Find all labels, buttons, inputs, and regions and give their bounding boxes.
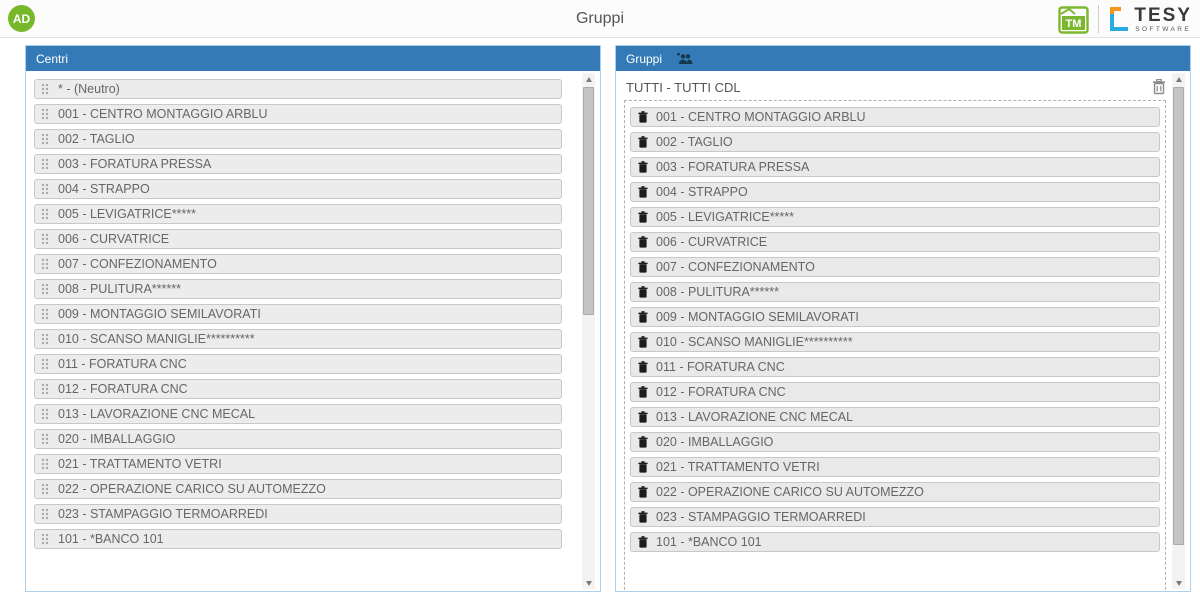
gruppi-item-label: 021 - TRATTAMENTO VETRI — [656, 460, 820, 474]
group-header-row — [626, 79, 1166, 95]
remove-item-trash-icon[interactable] — [638, 436, 648, 448]
gruppi-item-label: 012 - FORATURA CNC — [656, 385, 786, 399]
gruppi-item-label: 003 - FORATURA PRESSA — [656, 160, 810, 174]
centri-item-label: 010 - SCANSO MANIGLIE********** — [58, 332, 255, 346]
gruppi-list-item[interactable] — [630, 282, 1160, 302]
logo-divider — [1098, 5, 1099, 33]
gruppi-item-label: 101 - *BANCO 101 — [656, 535, 762, 549]
gruppi-panel-body — [616, 71, 1190, 591]
centri-item-label: 009 - MONTAGGIO SEMILAVORATI — [58, 307, 261, 321]
centri-item-label: * - (Neutro) — [58, 82, 120, 96]
remove-item-trash-icon[interactable] — [638, 361, 648, 373]
drag-handle-icon[interactable] — [41, 383, 49, 395]
centri-list-item[interactable] — [34, 229, 562, 249]
centri-list-item[interactable] — [34, 329, 562, 349]
centri-panel-title: Centri — [36, 51, 69, 66]
scroll-up-arrow-icon[interactable] — [1172, 73, 1185, 85]
centri-item-label: 022 - OPERAZIONE CARICO SU AUTOMEZZO — [58, 482, 326, 496]
gruppi-panel-title: Gruppi — [626, 51, 663, 66]
drag-handle-icon[interactable] — [41, 258, 49, 270]
gruppi-list-item[interactable] — [630, 132, 1160, 152]
tm-logo-icon — [1058, 5, 1089, 34]
gruppi-list-item[interactable] — [630, 207, 1160, 227]
centri-item-label: 021 - TRATTAMENTO VETRI — [58, 457, 222, 471]
page-title: Gruppi — [575, 10, 625, 27]
remove-item-trash-icon[interactable] — [638, 211, 648, 223]
centri-item-label: 012 - FORATURA CNC — [58, 382, 188, 396]
tesy-logo-text: TESY — [1134, 4, 1192, 26]
gruppi-scrollbar[interactable] — [1172, 73, 1185, 589]
centri-list-item[interactable] — [34, 79, 562, 99]
centri-list-item[interactable] — [34, 504, 562, 524]
top-bar — [0, 0, 1200, 38]
logo-group — [1058, 4, 1192, 34]
gruppi-item-label: 022 - OPERAZIONE CARICO SU AUTOMEZZO — [656, 485, 924, 499]
drag-handle-icon[interactable] — [41, 133, 49, 145]
remove-item-trash-icon[interactable] — [638, 336, 648, 348]
scrollbar-thumb[interactable] — [583, 87, 594, 315]
centri-item-label: 004 - STRAPPO — [58, 182, 150, 196]
gruppi-item-label: 004 - STRAPPO — [656, 185, 748, 199]
centri-list-item[interactable] — [34, 279, 562, 299]
centri-list-item[interactable] — [34, 479, 562, 499]
centri-list-item[interactable] — [34, 204, 562, 224]
drag-handle-icon[interactable] — [41, 333, 49, 345]
centri-list-item[interactable] — [34, 129, 562, 149]
centri-item-label: 020 - IMBALLAGGIO — [58, 432, 176, 446]
centri-item-label: 007 - CONFEZIONAMENTO — [58, 257, 217, 271]
centri-list-item[interactable] — [34, 304, 562, 324]
drag-handle-icon[interactable] — [41, 283, 49, 295]
remove-item-trash-icon[interactable] — [638, 261, 648, 273]
gruppi-list-item[interactable] — [630, 407, 1160, 427]
gruppi-list-item[interactable] — [630, 307, 1160, 327]
centri-list — [34, 79, 562, 554]
gruppi-list-item[interactable] — [630, 332, 1160, 352]
gruppi-item-label: 020 - IMBALLAGGIO — [656, 435, 774, 449]
drag-handle-icon[interactable] — [41, 108, 49, 120]
centri-item-label: 005 - LEVIGATRICE***** — [58, 207, 197, 221]
centri-list-item[interactable] — [34, 379, 562, 399]
centri-list-item[interactable] — [34, 104, 562, 124]
gruppi-list-item[interactable] — [630, 182, 1160, 202]
tesy-logo-text-block — [1134, 6, 1192, 33]
drag-handle-icon[interactable] — [41, 233, 49, 245]
tesy-logo — [1108, 6, 1192, 33]
gruppi-item-label: 009 - MONTAGGIO SEMILAVORATI — [656, 310, 859, 324]
gruppi-list-item[interactable] — [630, 232, 1160, 252]
tesy-bracket-icon — [1108, 6, 1131, 33]
remove-item-trash-icon[interactable] — [638, 186, 648, 198]
drag-handle-icon[interactable] — [41, 408, 49, 420]
centri-item-label: 008 - PULITURA****** — [58, 282, 181, 296]
drag-handle-icon[interactable] — [41, 308, 49, 320]
gruppi-panel — [615, 45, 1191, 592]
drag-handle-icon[interactable] — [41, 483, 49, 495]
remove-item-trash-icon[interactable] — [638, 461, 648, 473]
centri-panel-header — [26, 46, 600, 71]
gruppi-list-item[interactable] — [630, 257, 1160, 277]
remove-item-trash-icon[interactable] — [638, 536, 648, 548]
drag-handle-icon[interactable] — [41, 458, 49, 470]
gruppi-item-label: 007 - CONFEZIONAMENTO — [656, 260, 815, 274]
drag-handle-icon[interactable] — [41, 358, 49, 370]
gruppi-item-label: 005 - LEVIGATRICE***** — [656, 210, 795, 224]
remove-item-trash-icon[interactable] — [638, 286, 648, 298]
remove-item-trash-icon[interactable] — [638, 136, 648, 148]
centri-item-label: 006 - CURVATRICE — [58, 232, 170, 246]
centri-list-item[interactable] — [34, 529, 562, 549]
centri-list-item[interactable] — [34, 254, 562, 274]
centri-scrollbar[interactable] — [582, 73, 595, 589]
drag-handle-icon[interactable] — [41, 83, 49, 95]
group-dropzone[interactable] — [624, 100, 1166, 591]
gruppi-list-item[interactable] — [630, 382, 1160, 402]
drag-handle-icon[interactable] — [41, 208, 49, 220]
remove-item-trash-icon[interactable] — [638, 411, 648, 423]
scroll-down-arrow-icon[interactable] — [582, 577, 595, 589]
gruppi-item-label: 011 - FORATURA CNC — [656, 360, 785, 374]
scroll-down-arrow-icon[interactable] — [1172, 577, 1185, 589]
drag-handle-icon[interactable] — [41, 508, 49, 520]
gruppi-list-item[interactable] — [630, 482, 1160, 502]
group-label: TUTTI - TUTTI CDL — [626, 79, 741, 95]
gruppi-item-label: 002 - TAGLIO — [656, 135, 733, 149]
centri-list-item[interactable] — [34, 354, 562, 374]
remove-item-trash-icon[interactable] — [638, 111, 648, 123]
centri-item-label: 003 - FORATURA PRESSA — [58, 157, 212, 171]
centri-item-label: 001 - CENTRO MONTAGGIO ARBLU — [58, 107, 268, 121]
scroll-up-arrow-icon[interactable] — [582, 73, 595, 85]
drag-handle-icon[interactable] — [41, 158, 49, 170]
centri-list-item[interactable] — [34, 154, 562, 174]
remove-item-trash-icon[interactable] — [638, 511, 648, 523]
centri-list-item[interactable] — [34, 429, 562, 449]
gruppi-list-item[interactable] — [630, 532, 1160, 552]
gruppi-list-item[interactable] — [630, 357, 1160, 377]
centri-item-label: 101 - *BANCO 101 — [58, 532, 164, 546]
centri-panel — [25, 45, 601, 592]
remove-item-trash-icon[interactable] — [638, 236, 648, 248]
gruppi-item-label: 001 - CENTRO MONTAGGIO ARBLU — [656, 110, 866, 124]
centri-item-label: 023 - STAMPAGGIO TERMOARREDI — [58, 507, 268, 521]
centri-panel-body — [26, 71, 600, 591]
gruppi-list-item[interactable] — [630, 507, 1160, 527]
centri-item-label: 013 - LAVORAZIONE CNC MECAL — [58, 407, 256, 421]
remove-item-trash-icon[interactable] — [638, 311, 648, 323]
tesy-logo-subtext: SOFTWARE — [1135, 25, 1192, 33]
drag-handle-icon[interactable] — [41, 183, 49, 195]
gruppi-item-label: 008 - PULITURA****** — [656, 285, 779, 299]
centri-item-label: 002 - TAGLIO — [58, 132, 135, 146]
gruppi-panel-header — [616, 46, 1190, 71]
gruppi-list-item[interactable] — [630, 457, 1160, 477]
svg-text:TM: TM — [1065, 17, 1082, 30]
gruppi-item-label: 023 - STAMPAGGIO TERMOARREDI — [656, 510, 866, 524]
scrollbar-thumb[interactable] — [1173, 87, 1184, 545]
add-group-icon[interactable] — [676, 53, 693, 65]
gruppi-list-item[interactable] — [630, 157, 1160, 177]
remove-item-trash-icon[interactable] — [638, 386, 648, 398]
gruppi-list-item[interactable] — [630, 107, 1160, 127]
remove-item-trash-icon[interactable] — [638, 486, 648, 498]
delete-group-icon[interactable] — [1152, 79, 1166, 95]
gruppi-item-label: 010 - SCANSO MANIGLIE********** — [656, 335, 853, 349]
centri-list-item[interactable] — [34, 454, 562, 474]
tm-logo — [1058, 5, 1089, 34]
user-avatar[interactable]: AD — [8, 5, 35, 32]
drag-handle-icon[interactable] — [41, 533, 49, 545]
centri-item-label: 011 - FORATURA CNC — [58, 357, 187, 371]
remove-item-trash-icon[interactable] — [638, 161, 648, 173]
drag-handle-icon[interactable] — [41, 433, 49, 445]
gruppi-list-item[interactable] — [630, 432, 1160, 452]
centri-list-item[interactable] — [34, 404, 562, 424]
gruppi-item-label: 013 - LAVORAZIONE CNC MECAL — [656, 410, 854, 424]
centri-list-item[interactable] — [34, 179, 562, 199]
gruppi-item-label: 006 - CURVATRICE — [656, 235, 768, 249]
